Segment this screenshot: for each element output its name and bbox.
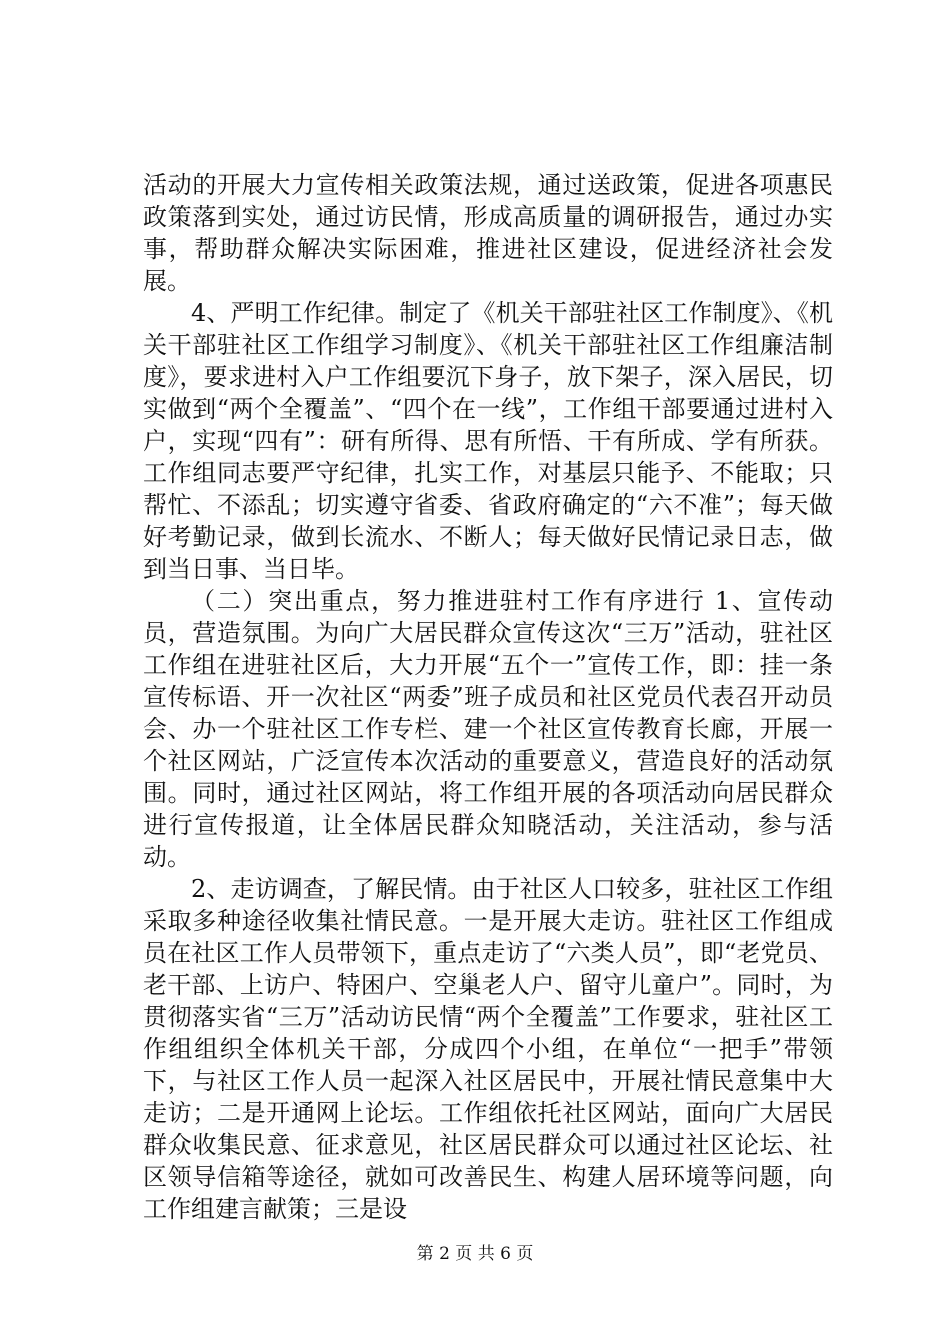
paragraph-continuation: 活动的开展大力宣传相关政策法规，通过送政策，促进各项惠民政策落到实处，通过访民情，形成高质量的调研报告，通过办实事，帮助群众解决实际困难，推进社区建设，促进经济社会发展。 — [143, 171, 833, 295]
paragraph-key-points: （二）突出重点，努力推进驻村工作有序进行 1、宣传动员，营造氛围。为向广大居民群众宣传这次“三万”活动，驻社区工作组在进驻社区后，大力开展“五个一”宣传工作，即：挂一条宣传标语、开一次社区“两委”班子成员和社区党员代表召开动员会、办一个驻社区工作专栏、建一个社区宣传教育长廊，开展一个社区网站，广泛宣传本次活动的重要意义，营造良好的活动氛围。同时，通过社区网站，将工作组开展的各项活动向居民群众进行宣传报道，让全体居民群众知晓活动，关注活动，参与活动。 — [143, 587, 833, 871]
paragraph-work-discipline: 4、严明工作纪律。制定了《机关干部驻社区工作制度》、《机关干部驻社区工作组学习制度》、《机关干部驻社区工作组廉洁制度》，要求进村入户工作组要沉下身子，放下架子，深入居民，切实做到“两个全覆盖”、“四个在一线”，工作组干部要通过进村入户，实现“四有”：研有所得、思有所悟、干有所成、学有所获。工作组同志要严守纪律，扎实工作，对基层只能予、不能取；只帮忙、不添乱；切实遵守省委、省政府确定的“六不准”；每天做好考勤记录，做到长流水、不断人；每天做好民情记录日志，做到当日事、当日毕。 — [143, 299, 833, 583]
document-body — [143, 169, 833, 1225]
paragraph-visit-survey: 2、走访调查，了解民情。由于社区人口较多，驻社区工作组采取多种途径收集社情民意。一是开展大走访。驻社区工作组成员在社区工作人员带领下，重点走访了“六类人员”，即“老党员、老干部、上访户、特困户、空巢老人户、留守儿童户”。同时，为贯彻落实省“三万”活动访民情“两个全覆盖”工作要求，驻社区工作组组织全体机关干部，分成四个小组，在单位“一把手”带领下，与社区工作人员一起深入社区居民中，开展社情民意集中大走访；二是开通网上论坛。工作组依托社区网站，面向广大居民群众收集民意、征求意见，社区居民群众可以通过社区论坛、社区领导信箱等途径，就如可改善民生、构建人居环境等问题，向工作组建言献策；三是设 — [143, 875, 833, 1223]
page-number-footer: 第 2 页 共 6 页 — [416, 1244, 534, 1264]
